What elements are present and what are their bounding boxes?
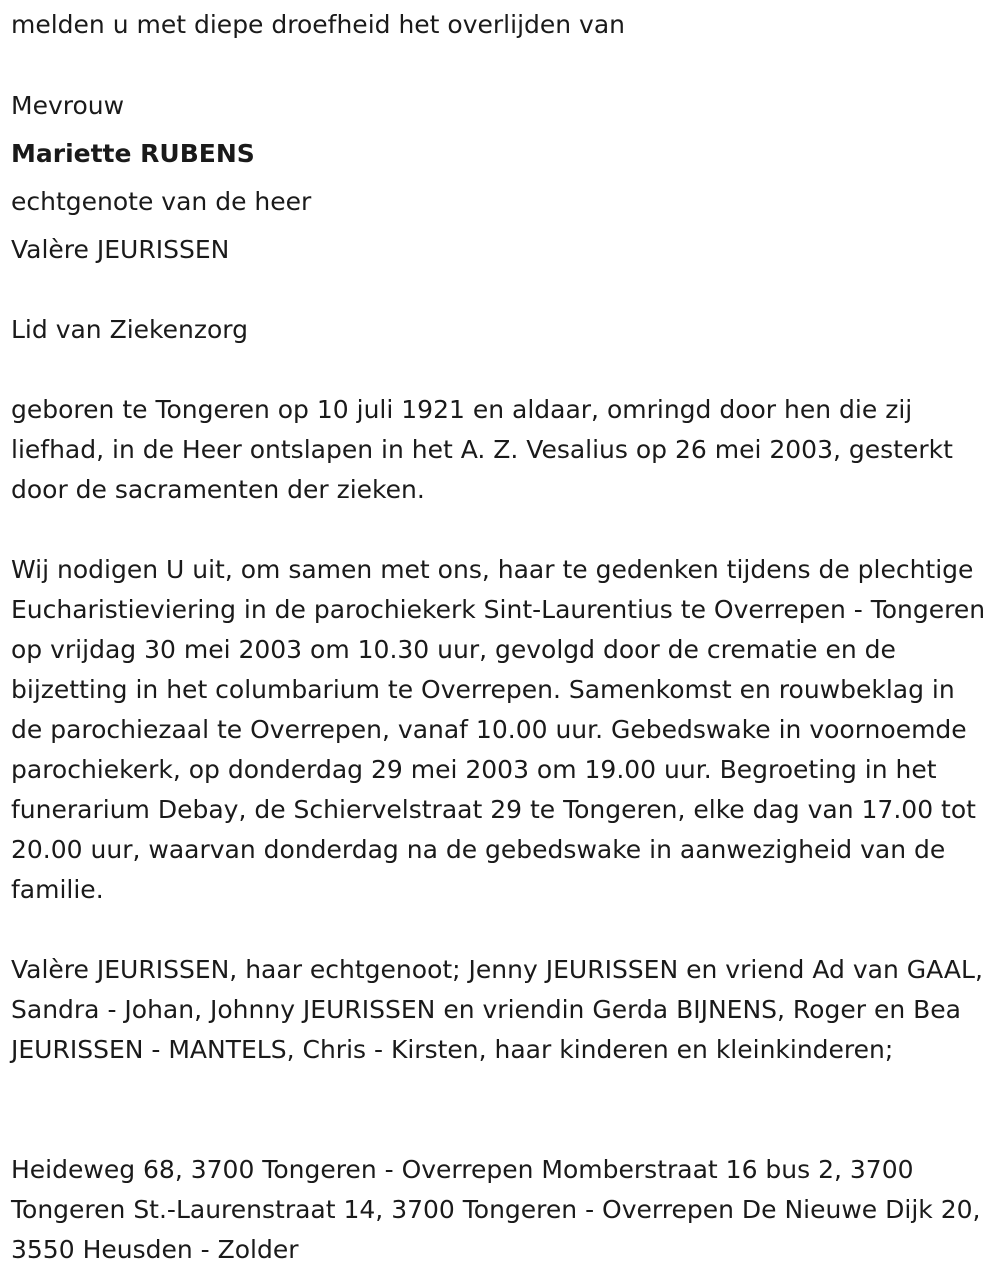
spouse-name: Valère JEURISSEN [11, 235, 230, 264]
deceased-title: Mevrouw [11, 91, 125, 120]
invitation-paragraph: Wij nodigen U uit, om samen met ons, haar te gedenken tijdens de plechtige Eucharistieviering in de parochiekerk Sint-Laurentius te Overrepen - Tongeren op vrijdag 30 mei 2003 om 10.30 uur, gevolgd door de crematie en de bijzetting in het columbarium te Overrepen. Samenkomst en rouwbeklag in de parochiezaal te Overrepen, vanaf 10.00 uur. Gebedswake in voornoemde parochiekerk, op donderdag 29 mei 2003 om 19.00 uur. Begroeting in het funerarium Debay, de Schiervelstraat 29 te Tongeren, elke dag van 17.00 tot 20.00 uur, waarvan donderdag na de gebedswake in aanwezigheid van de familie. [11, 555, 986, 904]
intro-text: melden u met diepe droefheid het overlijden van [11, 10, 626, 39]
family-paragraph: Valère JEURISSEN, haar echtgenoot; Jenny JEURISSEN en vriend Ad van GAAL, Sandra - Johan, Johnny JEURISSEN en vriendin Gerda BIJNENS, Roger en Bea JEURISSEN - MANTELS, Chris - Kirsten, haar kinderen en kleinkinderen; [11, 955, 983, 1064]
membership-text: Lid van Ziekenzorg [11, 315, 248, 344]
deceased-name: Mariette RUBENS [11, 139, 255, 168]
spouse-label: echtgenote van de heer [11, 187, 312, 216]
addresses-paragraph: Heideweg 68, 3700 Tongeren - Overrepen Momberstraat 16 bus 2, 3700 Tongeren St.-Laurenstraat 14, 3700 Tongeren - Overrepen De Nieuwe Dijk 20, 3550 Heusden - Zolder [11, 1155, 981, 1264]
birth-death-paragraph: geboren te Tongeren op 10 juli 1921 en aldaar, omringd door hen die zij liefhad, in de Heer ontslapen in het A. Z. Vesalius op 26 mei 2003, gesterkt door de sacramenten der zieken. [11, 395, 953, 504]
